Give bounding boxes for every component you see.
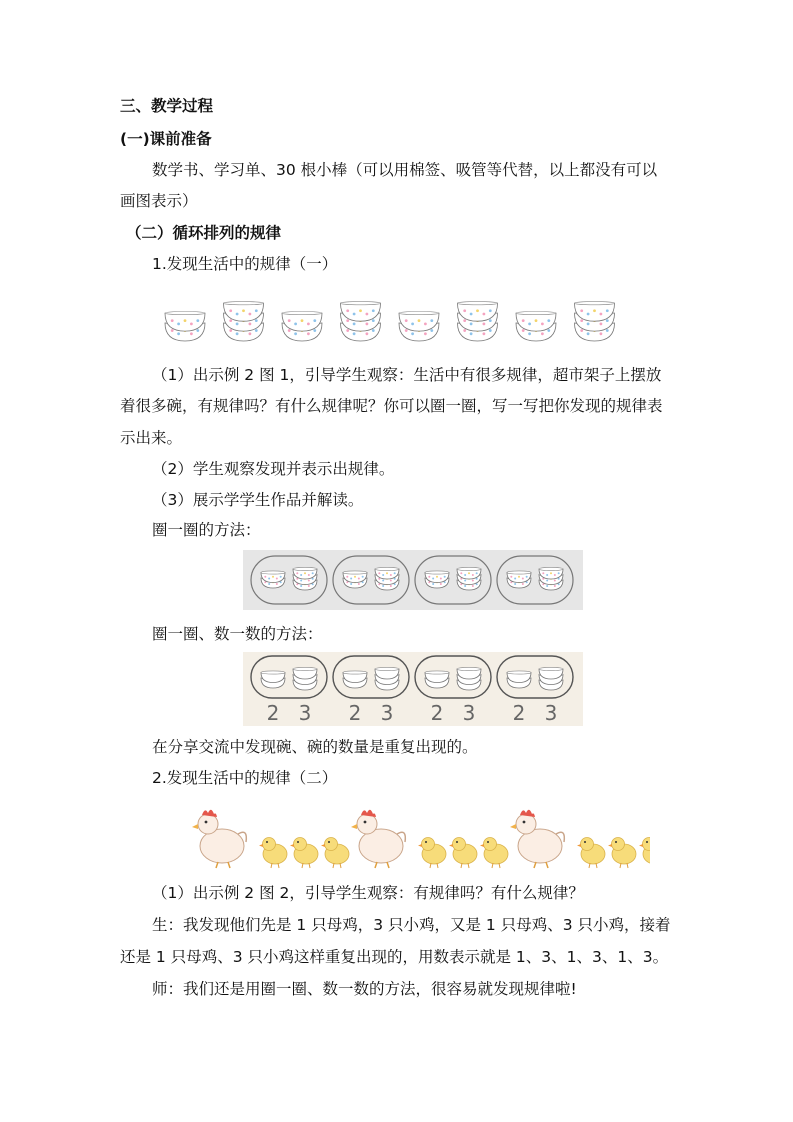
bowl-stack: [399, 312, 439, 342]
bowl-stack: [165, 312, 205, 342]
hen: [192, 810, 246, 868]
count-number: 2: [512, 701, 526, 725]
bowl-stack: [516, 312, 556, 342]
bowl-stack: [425, 571, 449, 588]
bowl-stack: [575, 302, 615, 341]
method1-label: 圈一圈的方法：: [152, 521, 261, 539]
bowl-stack: [293, 667, 317, 690]
chick: [259, 838, 287, 869]
p2: （2）学生观察发现并表示出规律。: [152, 460, 395, 478]
bowl-stack: [375, 667, 399, 690]
count-number: 3: [544, 701, 558, 725]
bowl-stack: [341, 302, 381, 341]
circle-method-figure: [243, 550, 583, 610]
count-number: 2: [266, 701, 280, 725]
count-number: 3: [380, 701, 394, 725]
bowl-stack: [224, 302, 264, 341]
hens-chicks-figure: [190, 802, 650, 872]
bowl-stack: [425, 671, 449, 688]
bowl-stack: [293, 567, 317, 590]
sub1-title: 1.发现生活中的规律（一）: [152, 255, 338, 273]
count-number: 2: [348, 701, 362, 725]
bowl-stack: [539, 667, 563, 690]
sub2-title: 2.发现生活中的规律（二）: [152, 769, 338, 787]
student-line1: 生：我发现他们先是 1 只母鸡，3 只小鸡，又是 1 只母鸡、3 只小鸡，接着: [152, 916, 671, 934]
bowl-stack: [457, 567, 481, 590]
bowl-stack: [458, 302, 498, 341]
chick: [639, 838, 650, 869]
bowl-stack: [261, 571, 285, 588]
circle-count-figure: [243, 652, 583, 726]
p1-line1: （1）出示例 2 图 1，引导学生观察：生活中有很多规律，超市架子上摆放: [152, 366, 662, 384]
chick: [290, 838, 318, 869]
bowl-stack: [375, 567, 399, 590]
bowl-stack: [343, 671, 367, 688]
bowl-stack: [539, 567, 563, 590]
p4: （1）出示例 2 图 2，引导学生观察：有规律吗？有什么规律？: [152, 884, 584, 902]
chick: [321, 838, 349, 869]
hen: [351, 810, 405, 868]
p1-line3: 示出来。: [120, 429, 183, 447]
bowl-stack: [457, 667, 481, 690]
student-line2: 还是 1 只母鸡、3 只小鸡这样重复出现的，用数表示就是 1、3、1、3、1、3。: [120, 948, 669, 966]
bowl-stack: [343, 571, 367, 588]
p3: （3）展示学学生作品并解读。: [152, 491, 364, 509]
chick: [608, 838, 636, 869]
method2-label: 圈一圈、数一数的方法：: [152, 625, 323, 643]
section1-para-line2: 画图表示）: [120, 192, 198, 210]
conclusion1: 在分享交流中发现碗、碗的数量是重复出现的。: [152, 738, 478, 756]
bowl-stack: [507, 671, 531, 688]
bowl-stack: [261, 671, 285, 688]
heading-main: 三、教学过程: [120, 97, 214, 115]
count-number: 3: [462, 701, 476, 725]
section1-title: (一)课前准备: [120, 130, 212, 148]
bowls-figure: [160, 295, 630, 345]
teacher-line: 师：我们还是用圈一圈、数一数的方法，很容易就发现规律啦!: [152, 980, 577, 998]
hen: [510, 810, 564, 868]
section2-title: （二）循环排列的规律: [126, 224, 282, 242]
bowl-stack: [507, 571, 531, 588]
section1-para-line1: 数学书、学习单、30 根小棒（可以用棉签、吸管等代替，以上都没有可以: [152, 161, 658, 179]
count-number: 3: [298, 701, 312, 725]
count-number: 2: [430, 701, 444, 725]
chick: [449, 838, 477, 869]
chick: [577, 838, 605, 869]
p1-line2: 着很多碗，有规律吗？有什么规律呢？你可以圈一圈，写一写把你发现的规律表: [120, 397, 663, 415]
chick: [418, 838, 446, 869]
bowl-stack: [282, 312, 322, 342]
chick: [480, 838, 508, 869]
